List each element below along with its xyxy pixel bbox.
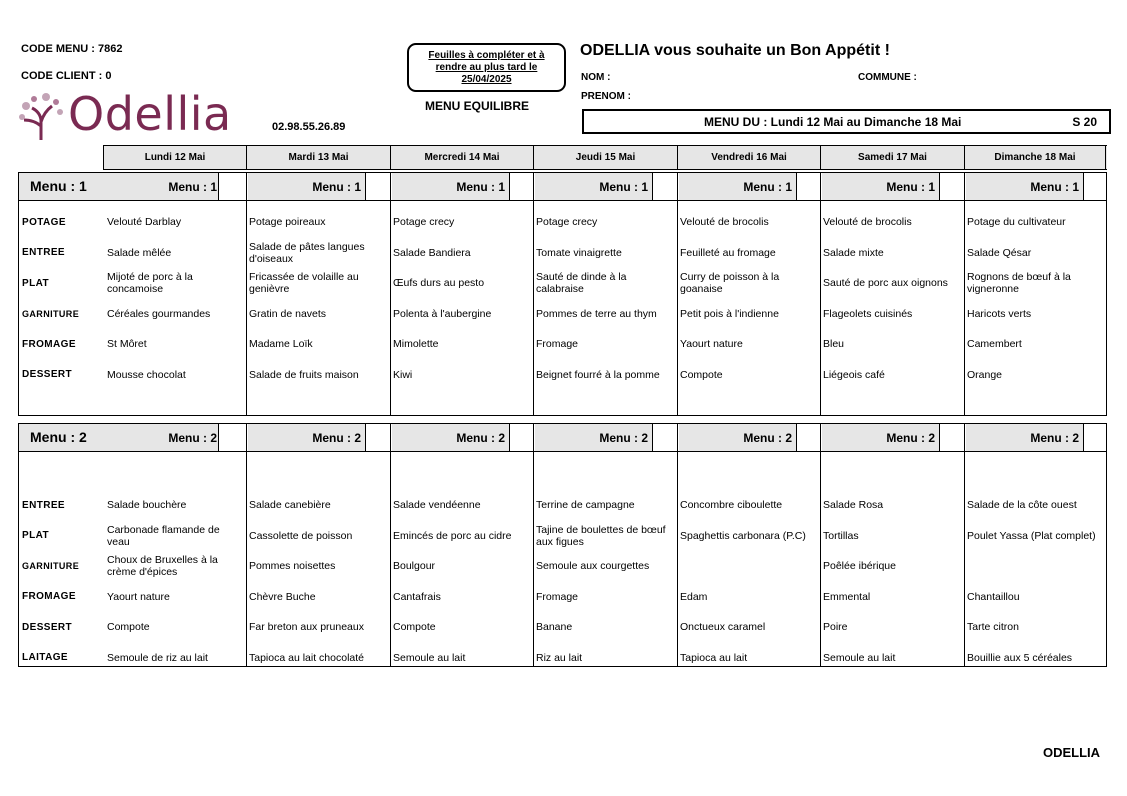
code-client: CODE CLIENT : 0 xyxy=(21,70,112,82)
dish-cell: Terrine de campagne xyxy=(536,499,635,512)
menu-2-col-cell xyxy=(535,424,652,451)
dish-cell: Carbonade flamande de veau xyxy=(107,523,220,548)
menu-1-block xyxy=(18,172,1107,416)
dish-cell: Tortillas xyxy=(823,529,859,542)
menu-2-header xyxy=(19,424,1106,452)
menu-2-title: Menu : 2 xyxy=(30,429,87,445)
wish-title: ODELLIA vous souhaite un Bon Appétit ! xyxy=(580,42,890,59)
day-header: Samedi 17 Mai xyxy=(820,146,964,169)
row-label: ENTREE xyxy=(22,247,65,259)
dish-cell: Orange xyxy=(967,368,1003,381)
menu-1-col-label: Menu : 1 xyxy=(456,180,505,194)
dish-cell: Semoule de riz au lait xyxy=(107,651,208,664)
dish-cell: Potage poireaux xyxy=(249,216,326,229)
menu-1-col-cell xyxy=(966,173,1083,200)
dish-cell: Sauté de porc aux oignons xyxy=(823,277,948,290)
menu-row xyxy=(19,360,1106,391)
menu-1-title: Menu : 1 xyxy=(30,178,87,194)
deadline-line-1: Feuilles à compléter et à xyxy=(428,50,545,61)
menu-row xyxy=(19,612,1106,643)
menu-row xyxy=(19,268,1106,299)
menu-1-col-label: Menu : 1 xyxy=(312,180,361,194)
week-number: S 20 xyxy=(1072,115,1097,129)
dish-cell: Poire xyxy=(823,621,848,634)
dish-cell: Liégeois café xyxy=(823,368,885,381)
footer-brand: ODELLIA xyxy=(1043,745,1101,760)
dish-cell: Riz au lait xyxy=(536,651,583,664)
odellia-logo xyxy=(16,88,256,140)
dish-cell: Flageolets cuisinés xyxy=(823,307,913,320)
dish-cell: Salade de fruits maison xyxy=(249,368,359,381)
menu-1-col-cell xyxy=(679,173,796,200)
menu-1-header xyxy=(19,173,1106,201)
dish-cell: Potage du cultivateur xyxy=(967,216,1066,229)
menu-2-col-cell xyxy=(966,424,1083,451)
row-label: DESSERT xyxy=(22,621,73,633)
dish-cell: Semoule au lait xyxy=(823,651,896,664)
menu-row xyxy=(19,207,1106,238)
dish-cell: Tapioca au lait xyxy=(680,651,748,664)
dish-cell: Poulet Yassa (Plat complet) xyxy=(967,529,1096,542)
dish-cell: Concombre ciboulette xyxy=(680,499,783,512)
menu-2-col-label: Menu : 2 xyxy=(312,431,361,445)
menu-2-first-cell xyxy=(19,424,218,451)
dish-cell: Rognons de bœuf à la vigneronne xyxy=(967,271,1071,296)
menu-period: MENU DU : Lundi 12 Mai au Dimanche 18 Mai xyxy=(704,115,962,129)
day-header: Dimanche 18 Mai xyxy=(964,146,1106,169)
deadline-line-2: rendre au plus tard le xyxy=(435,62,538,73)
menu-row xyxy=(19,490,1106,521)
dish-cell: Salade mêlée xyxy=(107,246,172,259)
dish-cell: Curry de poisson à la goanaise xyxy=(680,271,780,296)
dish-cell: Beignet fourré à la pomme xyxy=(536,368,660,381)
dish-cell: Compote xyxy=(680,368,723,381)
dish-cell: Mousse chocolat xyxy=(107,368,186,381)
dish-cell: Haricots verts xyxy=(967,307,1032,320)
menu-row xyxy=(19,329,1106,360)
menu-1-col-label: Menu : 1 xyxy=(1030,180,1079,194)
dish-cell: Emincés de porc au cidre xyxy=(393,529,512,542)
row-label: LAITAGE xyxy=(22,652,68,664)
row-label: PLAT xyxy=(22,530,49,542)
dish-cell: Tapioca au lait chocolaté xyxy=(249,651,364,664)
day-header: Jeudi 15 Mai xyxy=(533,146,677,169)
dish-cell: Boulgour xyxy=(393,560,436,573)
dish-cell: Tomate vinaigrette xyxy=(536,246,622,259)
menu-row xyxy=(19,299,1106,330)
dish-cell: Fromage xyxy=(536,338,579,351)
menu-2-col-label: Menu : 2 xyxy=(168,431,217,445)
dish-cell: Velouté Darblay xyxy=(107,216,182,229)
dish-cell: Feuilleté au fromage xyxy=(680,246,776,259)
dish-cell: Onctueux caramel xyxy=(680,621,766,634)
row-label: DESSERT xyxy=(22,369,73,381)
deadline-line-3: 25/04/2025 xyxy=(461,74,512,85)
row-label: FROMAGE xyxy=(22,338,76,350)
dish-cell: Sauté de dinde à la calabraise xyxy=(536,271,627,296)
menu-1-first-cell xyxy=(19,173,218,200)
menu-row xyxy=(19,582,1106,613)
dish-cell: Potage crecy xyxy=(536,216,598,229)
menu-row xyxy=(19,238,1106,269)
dish-cell: Chantaillou xyxy=(967,590,1020,603)
dish-cell: Cantafrais xyxy=(393,590,441,603)
dish-cell: Céréales gourmandes xyxy=(107,307,211,320)
dish-cell: Velouté de brocolis xyxy=(680,216,769,229)
menu-2-col-cell xyxy=(679,424,796,451)
dish-cell: Fricassée de volaille au genièvre xyxy=(249,271,359,296)
menu-2-col-cell xyxy=(392,424,509,451)
dish-cell: Petit pois à l'indienne xyxy=(680,307,779,320)
dish-cell: Spaghettis carbonara (P.C) xyxy=(680,529,806,542)
dish-cell: Œufs durs au pesto xyxy=(393,277,485,290)
day-header: Lundi 12 Mai xyxy=(103,146,246,169)
menu-1-col-cell xyxy=(535,173,652,200)
dish-cell: Velouté de brocolis xyxy=(823,216,912,229)
menu-1-col-cell xyxy=(822,173,939,200)
row-label: GARNITURE xyxy=(22,561,80,572)
menu-2-col-label: Menu : 2 xyxy=(886,431,935,445)
dish-cell: Salade de pâtes langues d'oiseaux xyxy=(249,240,365,265)
dish-cell: Yaourt nature xyxy=(680,338,743,351)
tree-icon xyxy=(16,90,68,142)
menu-row xyxy=(19,643,1106,674)
dish-cell xyxy=(967,551,1102,582)
dish-cell: Fromage xyxy=(536,590,579,603)
nom-label: NOM : xyxy=(581,72,611,83)
dish-cell: Salade Rosa xyxy=(823,499,884,512)
day-header: Mardi 13 Mai xyxy=(246,146,390,169)
phone-number: 02.98.55.26.89 xyxy=(272,121,346,133)
dish-cell: Polenta à l'aubergine xyxy=(393,307,492,320)
dish-cell: Edam xyxy=(680,590,708,603)
row-label: GARNITURE xyxy=(22,308,80,319)
dish-cell: Yaourt nature xyxy=(107,590,170,603)
menu-1-col-label: Menu : 1 xyxy=(168,180,217,194)
menu-type: MENU EQUILIBRE xyxy=(425,99,530,113)
dish-cell: Compote xyxy=(107,621,150,634)
dish-cell: Pommes de terre au thym xyxy=(536,307,657,320)
dish-cell: St Môret xyxy=(107,338,147,351)
row-label: POTAGE xyxy=(22,216,66,228)
deadline-box xyxy=(407,43,566,92)
menu-1-col-cell xyxy=(392,173,509,200)
day-header: Mercredi 14 Mai xyxy=(390,146,533,169)
dish-cell: Madame Loïk xyxy=(249,338,313,351)
dish-cell: Salade de la côte ouest xyxy=(967,499,1077,512)
prenom-label: PRENOM : xyxy=(581,91,631,102)
dish-cell: Poêlée ibérique xyxy=(823,560,896,573)
dish-cell: Salade Qésar xyxy=(967,246,1032,259)
menu-row xyxy=(19,551,1106,582)
dish-cell: Semoule au lait xyxy=(393,651,466,664)
dish-cell: Mijoté de porc à la concamoise xyxy=(107,271,193,296)
row-label: PLAT xyxy=(22,277,49,289)
menu-row xyxy=(19,521,1106,552)
dish-cell: Banane xyxy=(536,621,573,634)
menu-2-col-label: Menu : 2 xyxy=(456,431,505,445)
dish-cell: Chèvre Buche xyxy=(249,590,316,603)
dish-cell: Choux de Bruxelles à la crème d'épices xyxy=(107,554,218,579)
menu-2-col-label: Menu : 2 xyxy=(1030,431,1079,445)
dish-cell: Tarte citron xyxy=(967,621,1019,634)
dish-cell: Salade Bandiera xyxy=(393,246,471,259)
dish-cell: Camembert xyxy=(967,338,1022,351)
menu-2-block xyxy=(18,423,1107,667)
dish-cell: Pommes noisettes xyxy=(249,560,336,573)
dish-cell: Potage crecy xyxy=(393,216,455,229)
menu-1-col-cell xyxy=(248,173,365,200)
dish-cell: Gratin de navets xyxy=(249,307,327,320)
menu-period-box xyxy=(582,109,1111,134)
menu-1-col-label: Menu : 1 xyxy=(599,180,648,194)
dish-cell: Salade canebière xyxy=(249,499,331,512)
code-menu: CODE MENU : 7862 xyxy=(21,43,123,55)
menu-1-col-label: Menu : 1 xyxy=(743,180,792,194)
dish-cell: Cassolette de poisson xyxy=(249,529,353,542)
dish-cell: Mimolette xyxy=(393,338,439,351)
menu-1-col-label: Menu : 1 xyxy=(886,180,935,194)
dish-cell: Compote xyxy=(393,621,436,634)
dish-cell: Emmental xyxy=(823,590,871,603)
menu-2-col-cell xyxy=(822,424,939,451)
logo-text: Odellia xyxy=(68,87,232,141)
commune-label: COMMUNE : xyxy=(858,72,917,83)
menu-2-col-label: Menu : 2 xyxy=(743,431,792,445)
day-header-row xyxy=(103,145,1107,170)
menu-2-col-label: Menu : 2 xyxy=(599,431,648,445)
day-header: Vendredi 16 Mai xyxy=(677,146,820,169)
dish-cell: Bleu xyxy=(823,338,845,351)
dish-cell xyxy=(680,551,810,582)
row-label: FROMAGE xyxy=(22,591,76,603)
dish-cell: Semoule aux courgettes xyxy=(536,560,650,573)
dish-cell: Salade bouchère xyxy=(107,499,187,512)
row-label: ENTREE xyxy=(22,499,65,511)
dish-cell: Bouillie aux 5 céréales xyxy=(967,651,1073,664)
menu-2-col-cell xyxy=(248,424,365,451)
dish-cell: Far breton aux pruneaux xyxy=(249,621,364,634)
dish-cell: Salade vendéenne xyxy=(393,499,481,512)
dish-cell: Salade mixte xyxy=(823,246,884,259)
dish-cell: Tajine de boulettes de bœuf aux figues xyxy=(536,523,666,548)
dish-cell: Kiwi xyxy=(393,368,413,381)
